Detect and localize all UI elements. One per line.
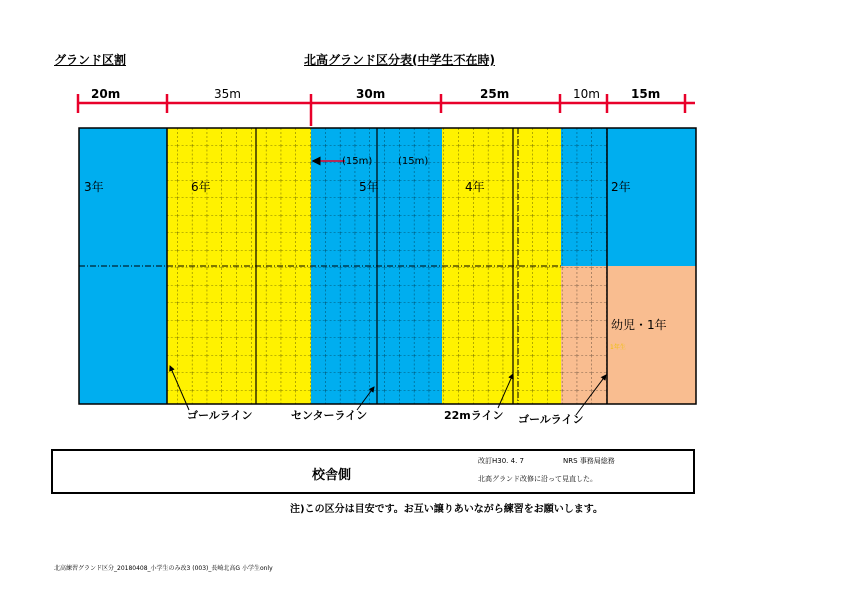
page-title: 北高グランド区分表(中学生不在時)	[304, 53, 495, 67]
dimension-label: 15m	[631, 87, 661, 101]
zone-label-grade3: 3年	[84, 180, 104, 194]
note-15m-left: (15m)	[342, 156, 373, 167]
zone-label-grade5: 5年	[359, 180, 379, 194]
zone-label-kinder: 幼児・1年	[611, 318, 667, 332]
zone-label-grade6: 6年	[191, 180, 211, 194]
revision-date: 改訂H30. 4. 7	[478, 457, 524, 465]
callout-22m: 22mライン	[444, 409, 504, 422]
revision-dept: NRS 事務局総務	[563, 457, 615, 465]
notice-text: 注)この区分は目安です。お互い譲りあいながら練習をお願いします。	[290, 504, 603, 515]
zone-label-grade2: 2年	[611, 180, 631, 194]
dimension-label: 25m	[480, 87, 510, 101]
dimension-label: 10m	[573, 87, 600, 101]
field-grid-strip	[561, 128, 607, 404]
zone-label-kinder-small: 1年生	[610, 344, 626, 351]
callout-center: センターライン	[291, 409, 368, 422]
header-left: グランド区割	[54, 53, 127, 67]
dimension-label: 35m	[214, 87, 241, 101]
callout-goal-right: ゴールライン	[518, 413, 584, 426]
building-label: 校舎側	[312, 468, 352, 483]
revision-note: 北高グランド改修に沿って見直した。	[478, 475, 597, 483]
footer-filename: 北高練習グランド区分_20180408_小学生のみ改3 (003)_長崎北高G 小学生only	[54, 565, 273, 572]
zone-label-grade4: 4年	[465, 180, 485, 194]
callout-goal-left: ゴールライン	[187, 409, 253, 422]
dimension-label: 20m	[91, 87, 121, 101]
note-15m-right: (15m)	[398, 156, 429, 167]
dimension-label: 30m	[356, 87, 386, 101]
zone-grade2	[607, 128, 696, 266]
